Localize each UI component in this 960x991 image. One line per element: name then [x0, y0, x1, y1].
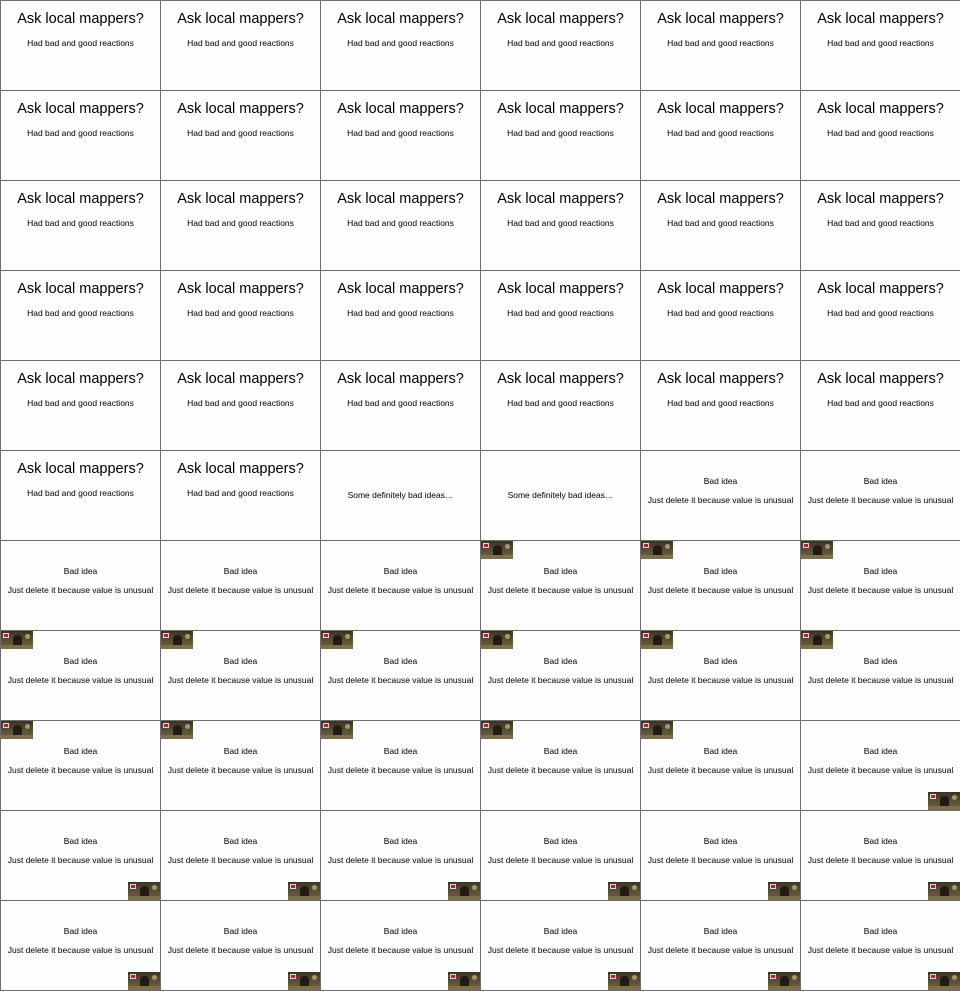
lamp-shape — [665, 724, 670, 729]
slide-title: Ask local mappers? — [657, 101, 784, 117]
slide-title: Bad idea — [63, 746, 98, 756]
lamp-shape — [632, 885, 637, 890]
slide-title: Ask local mappers? — [817, 281, 944, 297]
slide-subtitle: Had bad and good reactions — [827, 128, 934, 138]
lamp-shape — [665, 544, 670, 549]
lamp-shape — [25, 634, 30, 639]
record-badge-icon — [290, 974, 296, 979]
desk-shape — [768, 986, 800, 990]
slide-thumbnail[interactable] — [640, 900, 801, 991]
lamp-shape — [792, 885, 797, 890]
slide-thumbnail[interactable] — [800, 630, 960, 721]
slide-subtitle: Had bad and good reactions — [507, 128, 614, 138]
slide-thumbnail[interactable] — [320, 270, 481, 361]
video-webcam-thumbnail-icon — [608, 882, 640, 900]
slide-title: Bad idea — [383, 656, 418, 666]
slide-subtitle: Had bad and good reactions — [27, 38, 134, 48]
slide-subtitle: Just delete it because value is unusual — [7, 765, 154, 775]
lamp-shape — [472, 975, 477, 980]
slide-thumbnail[interactable] — [800, 270, 960, 361]
slide-subtitle: Just delete it because value is unusual — [167, 855, 314, 865]
lamp-shape — [312, 975, 317, 980]
desk-shape — [641, 555, 673, 559]
slide-subtitle: Just delete it because value is unusual — [167, 765, 314, 775]
slide-title: Bad idea — [863, 836, 898, 846]
slide-subtitle: Just delete it because value is unusual — [807, 675, 954, 685]
video-webcam-thumbnail-icon — [481, 541, 513, 559]
slide-title: Bad idea — [863, 476, 898, 486]
lamp-shape — [825, 634, 830, 639]
desk-shape — [321, 645, 353, 649]
lamp-shape — [185, 724, 190, 729]
slide-subtitle: Just delete it because value is unusual — [647, 495, 794, 505]
slide-thumbnail[interactable] — [640, 270, 801, 361]
lamp-shape — [952, 975, 957, 980]
lamp-shape — [952, 885, 957, 890]
video-webcam-thumbnail-icon — [768, 972, 800, 990]
slide-title: Bad idea — [543, 836, 578, 846]
slide-subtitle: Had bad and good reactions — [667, 128, 774, 138]
slide-subtitle: Just delete it because value is unusual — [327, 675, 474, 685]
slide-subtitle: Just delete it because value is unusual — [487, 765, 634, 775]
slide-title: Ask local mappers? — [497, 281, 624, 297]
slide-thumbnail[interactable] — [640, 630, 801, 721]
record-badge-icon — [803, 633, 809, 638]
slide-thumbnail[interactable] — [800, 900, 960, 991]
slide-thumbnail[interactable] — [800, 180, 960, 271]
slide-subtitle: Had bad and good reactions — [347, 128, 454, 138]
video-webcam-thumbnail-icon — [128, 882, 160, 900]
video-webcam-thumbnail-icon — [288, 882, 320, 900]
record-badge-icon — [610, 884, 616, 889]
slide-subtitle: Had bad and good reactions — [27, 218, 134, 228]
slide-subtitle: Just delete it because value is unusual — [327, 765, 474, 775]
slide-title: Ask local mappers? — [17, 191, 144, 207]
slide-subtitle: Had bad and good reactions — [347, 218, 454, 228]
slide-thumbnail[interactable] — [0, 900, 161, 991]
lamp-shape — [152, 885, 157, 890]
slide-thumbnail[interactable] — [480, 270, 641, 361]
slide-subtitle: Had bad and good reactions — [187, 398, 294, 408]
slide-title: Ask local mappers? — [497, 191, 624, 207]
desk-shape — [288, 986, 320, 990]
slide-subtitle: Just delete it because value is unusual — [7, 945, 154, 955]
slide-thumbnail[interactable] — [800, 360, 960, 451]
lamp-shape — [185, 634, 190, 639]
record-badge-icon — [483, 723, 489, 728]
slide-thumbnail[interactable] — [800, 450, 960, 541]
lamp-shape — [665, 634, 670, 639]
slide-title: Bad idea — [543, 926, 578, 936]
record-badge-icon — [450, 974, 456, 979]
slide-subtitle: Had bad and good reactions — [507, 38, 614, 48]
slide-thumbnail[interactable] — [0, 450, 161, 541]
slide-thumbnail[interactable] — [160, 90, 321, 181]
lamp-shape — [505, 544, 510, 549]
video-webcam-thumbnail-icon — [1, 631, 33, 649]
slide-thumbnail[interactable] — [480, 0, 641, 91]
slide-title: Ask local mappers? — [17, 101, 144, 117]
video-webcam-thumbnail-icon — [161, 631, 193, 649]
slide-subtitle: Some definitely bad ideas… — [347, 490, 454, 500]
lamp-shape — [472, 885, 477, 890]
slide-subtitle: Just delete it because value is unusual — [647, 765, 794, 775]
slide-title: Ask local mappers? — [337, 101, 464, 117]
record-badge-icon — [130, 974, 136, 979]
slide-subtitle: Had bad and good reactions — [187, 218, 294, 228]
slide-subtitle: Had bad and good reactions — [667, 398, 774, 408]
slide-thumbnail[interactable] — [480, 630, 641, 721]
slide-title: Bad idea — [383, 836, 418, 846]
desk-shape — [801, 645, 833, 649]
video-webcam-thumbnail-icon — [448, 972, 480, 990]
slide-thumbnail[interactable] — [0, 270, 161, 361]
slide-title: Bad idea — [863, 746, 898, 756]
slide-title: Bad idea — [703, 476, 738, 486]
slide-subtitle: Had bad and good reactions — [507, 218, 614, 228]
slide-title: Bad idea — [63, 926, 98, 936]
slide-subtitle: Just delete it because value is unusual — [327, 945, 474, 955]
record-badge-icon — [770, 884, 776, 889]
lamp-shape — [152, 975, 157, 980]
slide-subtitle: Had bad and good reactions — [187, 38, 294, 48]
slide-thumbnail[interactable] — [480, 540, 641, 631]
record-badge-icon — [323, 723, 329, 728]
slide-subtitle: Had bad and good reactions — [667, 218, 774, 228]
slide-subtitle: Had bad and good reactions — [187, 488, 294, 498]
lamp-shape — [952, 795, 957, 800]
slide-title: Ask local mappers? — [177, 461, 304, 477]
slide-subtitle: Just delete it because value is unusual — [327, 585, 474, 595]
desk-shape — [641, 645, 673, 649]
video-webcam-thumbnail-icon — [481, 721, 513, 739]
slide-thumbnail[interactable] — [320, 180, 481, 271]
slide-thumbnail[interactable] — [320, 810, 481, 901]
video-webcam-thumbnail-icon — [481, 631, 513, 649]
slide-thumbnail[interactable] — [480, 90, 641, 181]
video-webcam-thumbnail-icon — [928, 882, 960, 900]
slide-title: Ask local mappers? — [337, 371, 464, 387]
video-webcam-thumbnail-icon — [928, 972, 960, 990]
record-badge-icon — [3, 723, 9, 728]
record-badge-icon — [483, 543, 489, 548]
lamp-shape — [312, 885, 317, 890]
slide-title: Bad idea — [863, 926, 898, 936]
slide-subtitle: Just delete it because value is unusual — [327, 855, 474, 865]
desk-shape — [928, 986, 960, 990]
record-badge-icon — [803, 543, 809, 548]
slide-thumbnail[interactable] — [160, 0, 321, 91]
slide-thumbnail[interactable] — [160, 720, 321, 811]
slide-title: Bad idea — [543, 656, 578, 666]
video-webcam-thumbnail-icon — [801, 631, 833, 649]
slide-title: Ask local mappers? — [657, 191, 784, 207]
record-badge-icon — [3, 633, 9, 638]
slide-thumbnail[interactable] — [160, 360, 321, 451]
video-webcam-thumbnail-icon — [641, 631, 673, 649]
record-badge-icon — [930, 794, 936, 799]
slide-title: Ask local mappers? — [177, 11, 304, 27]
slide-title: Ask local mappers? — [497, 371, 624, 387]
slide-title: Bad idea — [383, 566, 418, 576]
slide-subtitle: Just delete it because value is unusual — [487, 675, 634, 685]
lamp-shape — [792, 975, 797, 980]
slide-subtitle: Had bad and good reactions — [507, 398, 614, 408]
lamp-shape — [632, 975, 637, 980]
slide-subtitle: Just delete it because value is unusual — [647, 675, 794, 685]
slide-title: Ask local mappers? — [17, 371, 144, 387]
slide-title: Ask local mappers? — [177, 191, 304, 207]
desk-shape — [161, 645, 193, 649]
slide-subtitle: Had bad and good reactions — [667, 38, 774, 48]
video-webcam-thumbnail-icon — [1, 721, 33, 739]
slide-subtitle: Just delete it because value is unusual — [7, 585, 154, 595]
lamp-shape — [345, 634, 350, 639]
slide-thumbnail[interactable] — [800, 0, 960, 91]
slide-title: Bad idea — [223, 566, 258, 576]
slide-subtitle: Just delete it because value is unusual — [487, 855, 634, 865]
slide-thumbnail[interactable] — [480, 180, 641, 271]
slide-subtitle: Had bad and good reactions — [347, 398, 454, 408]
slide-subtitle: Just delete it because value is unusual — [807, 945, 954, 955]
slide-thumbnail[interactable] — [480, 360, 641, 451]
slide-subtitle: Had bad and good reactions — [827, 218, 934, 228]
slide-subtitle: Had bad and good reactions — [667, 308, 774, 318]
slide-subtitle: Had bad and good reactions — [27, 488, 134, 498]
slide-subtitle: Just delete it because value is unusual — [167, 945, 314, 955]
slide-title: Ask local mappers? — [17, 461, 144, 477]
lamp-shape — [25, 724, 30, 729]
slide-thumbnail[interactable] — [320, 900, 481, 991]
video-webcam-thumbnail-icon — [128, 972, 160, 990]
slide-title: Bad idea — [703, 746, 738, 756]
slide-title: Bad idea — [223, 926, 258, 936]
lamp-shape — [505, 634, 510, 639]
slide-title: Ask local mappers? — [337, 191, 464, 207]
slide-subtitle: Just delete it because value is unusual — [487, 945, 634, 955]
slide-thumbnail[interactable] — [640, 540, 801, 631]
slide-thumbnail[interactable] — [800, 720, 960, 811]
slide-thumbnail[interactable] — [160, 180, 321, 271]
slide-title: Ask local mappers? — [177, 101, 304, 117]
lamp-shape — [345, 724, 350, 729]
slide-thumbnail[interactable] — [640, 450, 801, 541]
slide-thumbnail[interactable] — [800, 90, 960, 181]
video-webcam-thumbnail-icon — [288, 972, 320, 990]
video-webcam-thumbnail-icon — [801, 541, 833, 559]
slide-title: Ask local mappers? — [17, 281, 144, 297]
slide-subtitle: Just delete it because value is unusual — [487, 585, 634, 595]
slide-subtitle: Some definitely bad ideas… — [507, 490, 614, 500]
slide-thumbnail[interactable] — [160, 270, 321, 361]
record-badge-icon — [450, 884, 456, 889]
record-badge-icon — [130, 884, 136, 889]
slide-title: Bad idea — [63, 656, 98, 666]
slide-subtitle: Just delete it because value is unusual — [647, 945, 794, 955]
slide-title: Bad idea — [223, 746, 258, 756]
slide-subtitle: Had bad and good reactions — [347, 38, 454, 48]
desk-shape — [128, 986, 160, 990]
slide-title: Bad idea — [863, 566, 898, 576]
video-webcam-thumbnail-icon — [768, 882, 800, 900]
slide-title: Bad idea — [223, 656, 258, 666]
slide-subtitle: Had bad and good reactions — [187, 128, 294, 138]
slide-thumbnail[interactable] — [160, 450, 321, 541]
slide-thumbnail[interactable] — [0, 0, 161, 91]
video-webcam-thumbnail-icon — [448, 882, 480, 900]
slide-title: Bad idea — [63, 836, 98, 846]
slide-title: Bad idea — [543, 746, 578, 756]
desk-shape — [448, 986, 480, 990]
slide-subtitle: Just delete it because value is unusual — [807, 495, 954, 505]
desk-shape — [321, 735, 353, 739]
record-badge-icon — [770, 974, 776, 979]
record-badge-icon — [930, 884, 936, 889]
slide-thumbnail[interactable] — [640, 720, 801, 811]
slide-title: Ask local mappers? — [817, 101, 944, 117]
slide-thumbnail[interactable] — [320, 360, 481, 451]
slide-thumbnail[interactable] — [480, 900, 641, 991]
video-webcam-thumbnail-icon — [321, 631, 353, 649]
slide-title: Bad idea — [543, 566, 578, 576]
slide-subtitle: Just delete it because value is unusual — [807, 585, 954, 595]
slide-title: Bad idea — [383, 926, 418, 936]
slide-thumbnail[interactable] — [0, 540, 161, 631]
desk-shape — [1, 735, 33, 739]
record-badge-icon — [290, 884, 296, 889]
slide-title: Ask local mappers? — [657, 371, 784, 387]
record-badge-icon — [643, 633, 649, 638]
desk-shape — [608, 986, 640, 990]
slide-thumbnail[interactable] — [320, 720, 481, 811]
slide-title: Bad idea — [703, 926, 738, 936]
slide-title: Ask local mappers? — [337, 11, 464, 27]
slide-subtitle: Had bad and good reactions — [507, 308, 614, 318]
slide-title: Ask local mappers? — [177, 371, 304, 387]
desk-shape — [481, 735, 513, 739]
record-badge-icon — [610, 974, 616, 979]
slide-subtitle: Had bad and good reactions — [827, 308, 934, 318]
slide-subtitle: Just delete it because value is unusual — [167, 675, 314, 685]
slide-thumbnail[interactable] — [320, 450, 481, 541]
slide-title: Ask local mappers? — [817, 371, 944, 387]
record-badge-icon — [643, 723, 649, 728]
slide-title: Ask local mappers? — [337, 281, 464, 297]
slide-thumbnail[interactable] — [640, 360, 801, 451]
slide-title: Ask local mappers? — [177, 281, 304, 297]
slide-thumbnail[interactable] — [480, 720, 641, 811]
slide-title: Bad idea — [383, 746, 418, 756]
slide-thumbnail[interactable] — [0, 720, 161, 811]
slide-subtitle: Just delete it because value is unusual — [647, 855, 794, 865]
video-webcam-thumbnail-icon — [641, 721, 673, 739]
slide-subtitle: Just delete it because value is unusual — [7, 675, 154, 685]
record-badge-icon — [163, 723, 169, 728]
slide-title: Ask local mappers? — [817, 11, 944, 27]
slide-subtitle: Just delete it because value is unusual — [7, 855, 154, 865]
slide-title: Bad idea — [863, 656, 898, 666]
video-webcam-thumbnail-icon — [321, 721, 353, 739]
record-badge-icon — [483, 633, 489, 638]
slide-title: Ask local mappers? — [817, 191, 944, 207]
desk-shape — [801, 555, 833, 559]
slide-subtitle: Had bad and good reactions — [347, 308, 454, 318]
slide-subtitle: Had bad and good reactions — [187, 308, 294, 318]
slide-subtitle: Just delete it because value is unusual — [807, 855, 954, 865]
slide-thumbnail[interactable] — [640, 90, 801, 181]
slide-title: Bad idea — [703, 566, 738, 576]
slide-subtitle: Just delete it because value is unusual — [167, 585, 314, 595]
slide-title: Bad idea — [703, 836, 738, 846]
slide-thumbnail[interactable] — [0, 810, 161, 901]
slide-thumbnail[interactable] — [320, 90, 481, 181]
slide-thumbnail[interactable] — [160, 900, 321, 991]
slide-subtitle: Had bad and good reactions — [827, 38, 934, 48]
slide-thumbnail[interactable] — [640, 810, 801, 901]
slide-title: Ask local mappers? — [657, 11, 784, 27]
slide-thumbnail[interactable] — [800, 810, 960, 901]
slide-title: Bad idea — [703, 656, 738, 666]
slide-thumbnail[interactable] — [320, 540, 481, 631]
record-badge-icon — [323, 633, 329, 638]
lamp-shape — [825, 544, 830, 549]
slide-thumbnail[interactable] — [480, 450, 641, 541]
video-webcam-thumbnail-icon — [928, 792, 960, 810]
slide-thumbnail[interactable] — [320, 0, 481, 91]
slide-thumbnail[interactable] — [640, 180, 801, 271]
slide-title: Ask local mappers? — [17, 11, 144, 27]
slide-subtitle: Had bad and good reactions — [27, 398, 134, 408]
slide-subtitle: Just delete it because value is unusual — [807, 765, 954, 775]
desk-shape — [481, 645, 513, 649]
slide-thumbnail[interactable] — [0, 180, 161, 271]
slide-thumbnail[interactable] — [160, 630, 321, 721]
desk-shape — [1, 645, 33, 649]
video-webcam-thumbnail-icon — [161, 721, 193, 739]
slide-title: Ask local mappers? — [497, 11, 624, 27]
slide-title: Ask local mappers? — [657, 281, 784, 297]
slide-subtitle: Had bad and good reactions — [27, 128, 134, 138]
slide-title: Ask local mappers? — [497, 101, 624, 117]
video-webcam-thumbnail-icon — [608, 972, 640, 990]
desk-shape — [481, 555, 513, 559]
slide-thumbnail[interactable] — [160, 540, 321, 631]
slide-subtitle: Just delete it because value is unusual — [647, 585, 794, 595]
slide-subtitle: Had bad and good reactions — [827, 398, 934, 408]
record-badge-icon — [643, 543, 649, 548]
slide-subtitle: Had bad and good reactions — [27, 308, 134, 318]
desk-shape — [161, 735, 193, 739]
slide-thumbnail[interactable] — [320, 630, 481, 721]
slide-thumbnail[interactable] — [480, 810, 641, 901]
record-badge-icon — [163, 633, 169, 638]
slide-title: Bad idea — [223, 836, 258, 846]
video-webcam-thumbnail-icon — [641, 541, 673, 559]
slide-title: Bad idea — [63, 566, 98, 576]
slide-thumbnail[interactable] — [0, 90, 161, 181]
record-badge-icon — [930, 974, 936, 979]
slide-thumbnail[interactable] — [0, 630, 161, 721]
desk-shape — [641, 735, 673, 739]
slide-thumbnail[interactable] — [0, 360, 161, 451]
slide-thumbnail[interactable] — [640, 0, 801, 91]
slide-thumbnail[interactable] — [800, 540, 960, 631]
slide-thumbnail[interactable] — [160, 810, 321, 901]
lamp-shape — [505, 724, 510, 729]
